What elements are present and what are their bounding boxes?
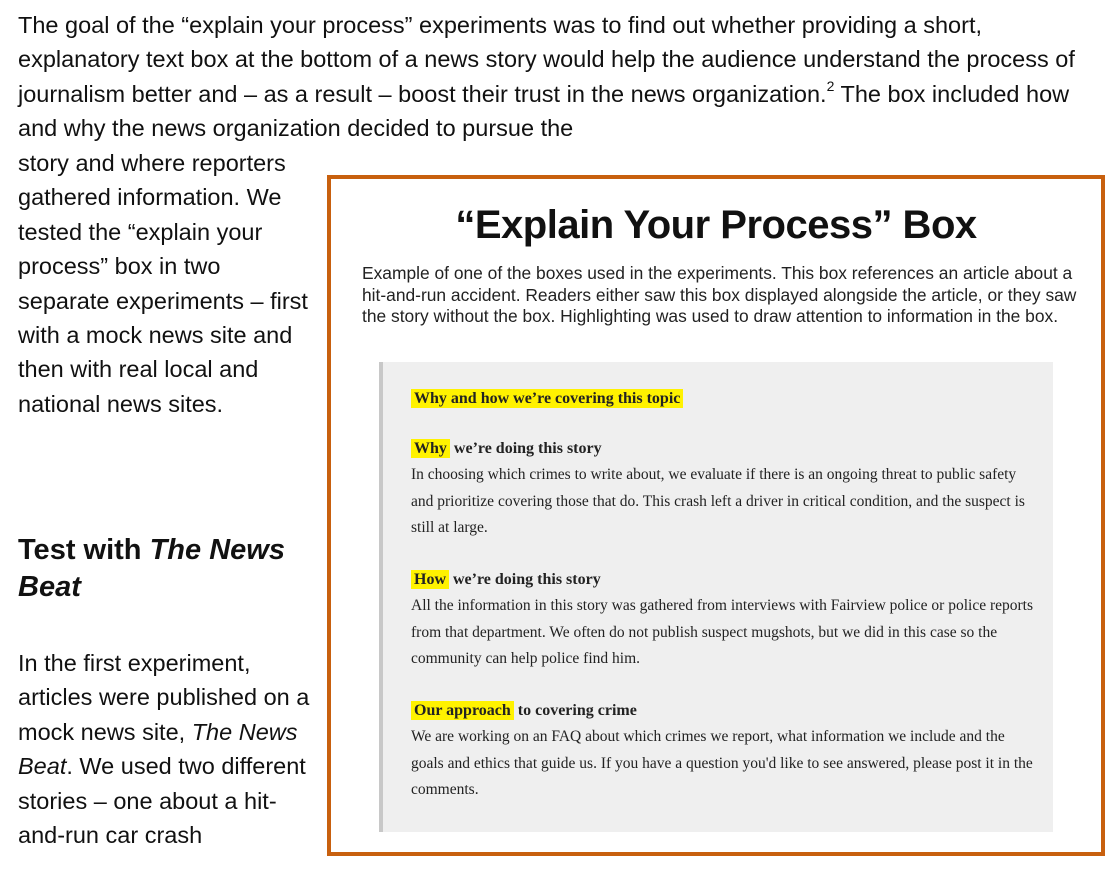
explain-process-figure	[327, 175, 1105, 856]
how-body: All the information in this story was gathered from interviews with Fairview police or police reports from that department. We often do not publish suspect mugshots, but we did in this case so the community can help police find him.	[411, 597, 1034, 667]
heading-italic: The News Beat	[18, 534, 285, 603]
box-header-highlight: Why and how we’re covering this topic	[411, 389, 683, 408]
column-paragraph-1: story and where reporters gathered information. We tested the “explain your process” box in two separate experiments – first with a mock news site and then with real local and national news sites.	[18, 150, 308, 417]
why-body: In choosing which crimes to write about, we evaluate if there is an ongoing threat to public safety and prioritize covering those that do. This crash left a driver in critical condition, and the suspect is still at large.	[411, 466, 1025, 536]
figure-caption: Example of one of the boxes used in the experiments. This box references an article about a hit-and-run accident. Readers either saw this box displayed alongside the article, or they saw the story without the box. Highlighting was used to draw attention to information in the box.	[362, 263, 1077, 327]
box-section-why	[411, 440, 1041, 542]
footnote-2[interactable]: 2	[826, 77, 835, 94]
col2-italic: The News Beat	[18, 718, 298, 780]
box-section-how	[411, 571, 1041, 673]
col2-text-after: . We used two different stories – one about a hit-and-run car crash	[18, 753, 306, 849]
why-label-rest: we’re doing this story	[449, 440, 602, 457]
col2-text-before: In the first experiment, articles were published on a mock news site,	[18, 650, 310, 745]
column-paragraph-2	[18, 646, 318, 852]
approach-body: We are working on an FAQ about which crimes we report, what information we include and the goals and ethics that guide us. If you have a question you'd like to see answered, please post it in the comments.	[411, 728, 1033, 798]
intro-text: The goal of the “explain your process” experiments was to find out whether providing a short, explanatory text box at the bottom of a news story would help the audience understand the process of journalism better and – as a result – boost their trust in the news organization.	[18, 12, 1075, 107]
how-highlight: How	[411, 570, 449, 589]
how-label-rest: we’re doing this story	[449, 571, 601, 588]
approach-label-rest: to covering crime	[513, 702, 637, 719]
box-section-approach	[411, 702, 1041, 804]
intro-text-continued: The box included how and why the news organization decided to pursue the	[18, 80, 1070, 142]
heading-prefix: Test with	[18, 534, 150, 566]
section-heading	[18, 532, 318, 606]
figure-title: “Explain Your Process” Box	[455, 203, 977, 247]
explain-box	[379, 362, 1053, 832]
intro-paragraph	[18, 8, 1108, 146]
why-highlight: Why	[411, 439, 450, 458]
box-header	[411, 390, 1041, 408]
approach-highlight: Our approach	[411, 701, 514, 720]
